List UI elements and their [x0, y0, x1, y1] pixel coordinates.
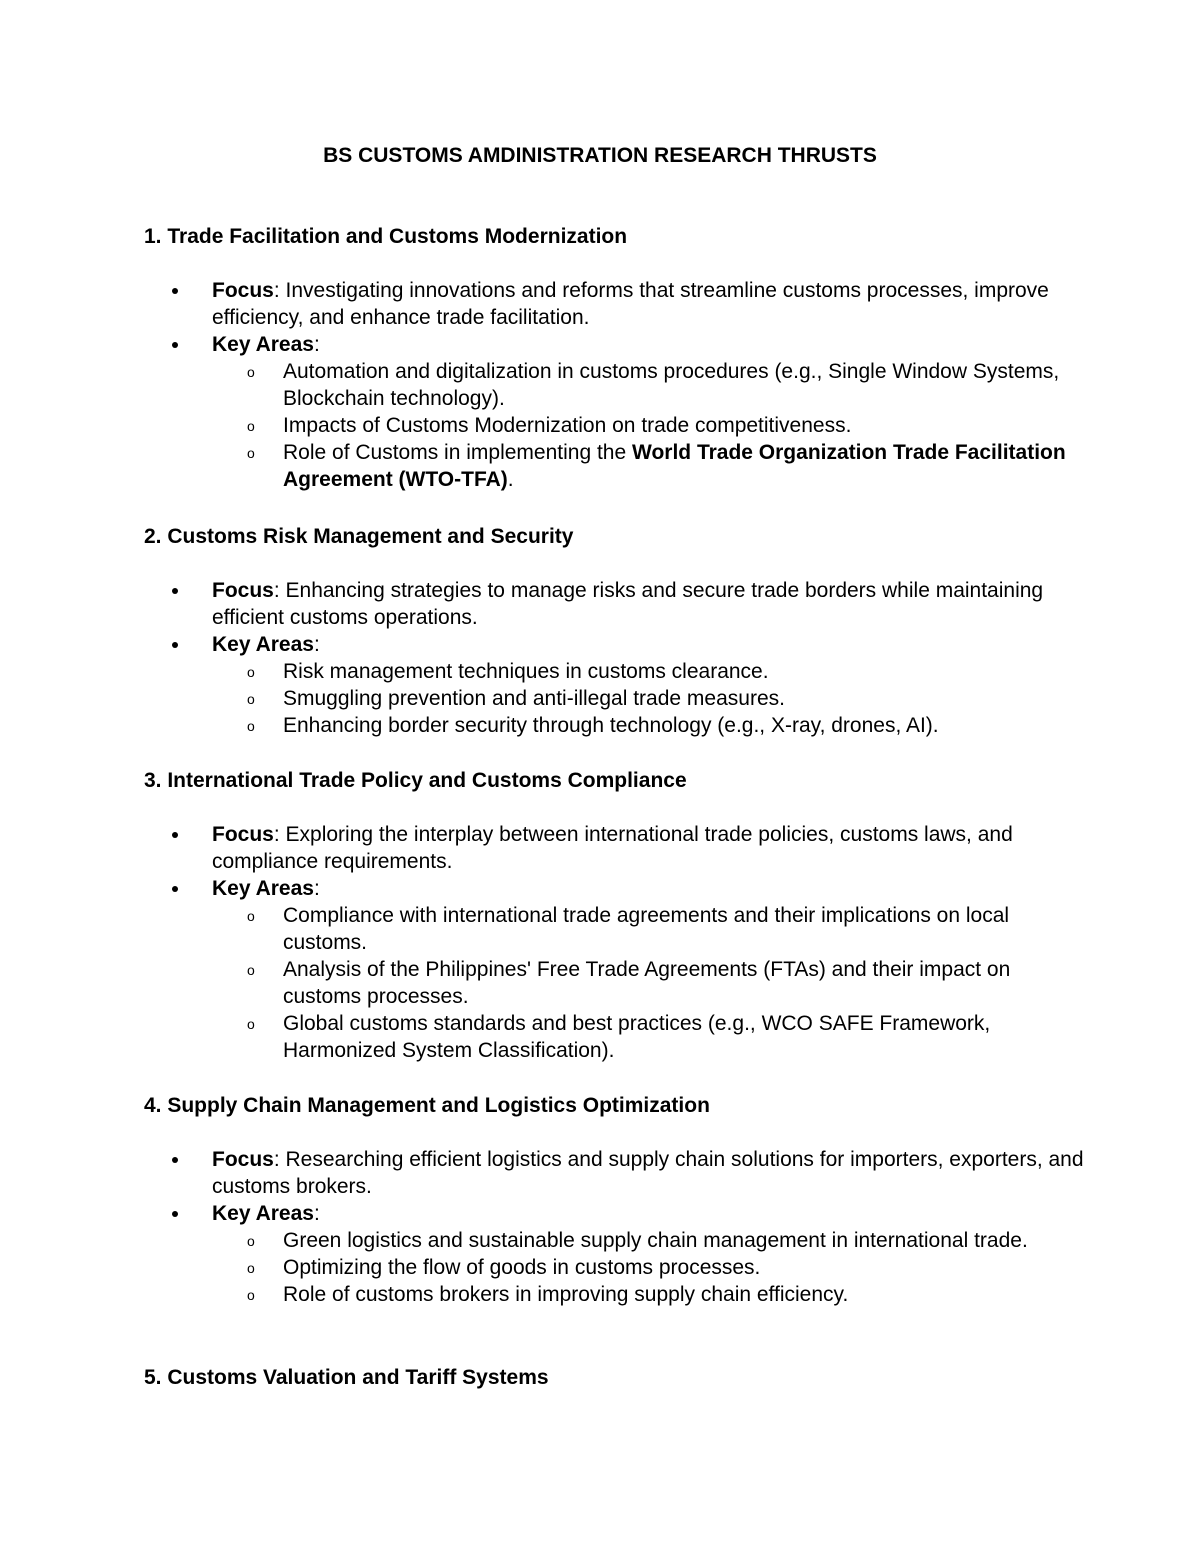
bullet-dot-icon — [172, 1211, 178, 1217]
key-areas-suffix: : — [313, 333, 320, 356]
bullet-dot-icon — [172, 588, 178, 594]
key-area-item — [212, 439, 1084, 493]
key-area-item — [212, 1281, 1084, 1308]
focus-label: Focus — [212, 1148, 274, 1171]
bullet-dot-icon — [172, 642, 178, 648]
bullet-dot-icon — [172, 832, 178, 838]
key-areas-label: Key Areas — [212, 633, 314, 656]
key-area-item — [212, 712, 1084, 739]
key-area-text: Global customs standards and best practices (e.g., WCO SAFE Framework, Harmonized System Classification). — [283, 1012, 991, 1062]
focus-bullet — [144, 277, 1084, 331]
key-areas-list — [212, 1227, 1084, 1308]
key-areas-bullet — [144, 631, 1084, 739]
bullet-dot-icon — [172, 342, 178, 348]
key-areas-label: Key Areas — [212, 333, 314, 356]
key-area-text: Compliance with international trade agreements and their implications on local customs. — [283, 904, 1010, 954]
section-heading: 3. International Trade Policy and Customs Compliance — [144, 769, 687, 792]
focus-bullet — [144, 577, 1084, 631]
key-areas-bullet — [144, 331, 1084, 493]
key-area-text: Analysis of the Philippines' Free Trade Agreements (FTAs) and their impact on customs processes. — [283, 958, 1011, 1008]
key-area-item — [212, 1010, 1084, 1064]
circle-bullet-icon: o — [247, 445, 255, 461]
key-area-text: Optimizing the flow of goods in customs processes. — [283, 1256, 761, 1279]
key-area-item — [212, 1227, 1084, 1254]
key-area-text: Green logistics and sustainable supply chain management in international trade. — [283, 1229, 1028, 1252]
section-1 — [144, 223, 1084, 493]
key-areas-suffix: : — [313, 877, 320, 900]
focus-text: : Researching efficient logistics and supply chain solutions for importers, exporters, and customs brokers. — [212, 1148, 1084, 1198]
section-heading: 2. Customs Risk Management and Security — [144, 525, 574, 548]
key-area-text: Role of customs brokers in improving supply chain efficiency. — [283, 1283, 849, 1306]
section-4 — [144, 1092, 1084, 1308]
bullet-list — [144, 577, 1084, 739]
circle-bullet-icon: o — [247, 691, 255, 707]
bullet-list — [144, 821, 1084, 1064]
key-area-tail: . — [507, 468, 514, 491]
focus-text: : Exploring the interplay between international trade policies, customs laws, and compliance requirements. — [212, 823, 1013, 873]
key-areas-suffix: : — [313, 1202, 320, 1225]
bullet-list — [144, 277, 1084, 493]
circle-bullet-icon: o — [247, 418, 255, 434]
circle-bullet-icon: o — [247, 364, 255, 380]
key-area-item — [212, 358, 1084, 412]
key-areas-list — [212, 358, 1084, 493]
key-area-text: Risk management techniques in customs clearance. — [283, 660, 769, 683]
key-areas-bullet — [144, 875, 1084, 1064]
key-area-text: Smuggling prevention and anti-illegal trade measures. — [283, 687, 785, 710]
circle-bullet-icon: o — [247, 664, 255, 680]
circle-bullet-icon: o — [247, 1260, 255, 1276]
key-area-text: Automation and digitalization in customs procedures (e.g., Single Window Systems, Blockchain technology). — [283, 360, 1060, 410]
focus-label: Focus — [212, 279, 274, 302]
circle-bullet-icon: o — [247, 718, 255, 734]
document-title: BS CUSTOMS AMDINISTRATION RESEARCH THRUSTS — [323, 144, 877, 167]
section-heading: 4. Supply Chain Management and Logistics Optimization — [144, 1094, 710, 1117]
key-areas-list — [212, 902, 1084, 1064]
key-areas-label: Key Areas — [212, 1202, 314, 1225]
focus-label: Focus — [212, 579, 274, 602]
section-heading: 1. Trade Facilitation and Customs Modernization — [144, 225, 628, 248]
key-area-item — [212, 685, 1084, 712]
key-area-item — [212, 956, 1084, 1010]
bullet-dot-icon — [172, 886, 178, 892]
key-area-text: Impacts of Customs Modernization on trade competitiveness. — [283, 414, 852, 437]
key-areas-suffix: : — [313, 633, 320, 656]
section-heading: 5. Customs Valuation and Tariff Systems — [144, 1366, 549, 1389]
focus-bullet — [144, 1146, 1084, 1200]
key-area-bold-text: World Trade Organization Trade Facilitation Agreement (WTO-TFA) — [283, 441, 1066, 491]
key-areas-list — [212, 658, 1084, 739]
key-areas-bullet — [144, 1200, 1084, 1308]
circle-bullet-icon: o — [247, 962, 255, 978]
bullet-dot-icon — [172, 1157, 178, 1163]
focus-bullet — [144, 821, 1084, 875]
section-3 — [144, 767, 1084, 1064]
section-5 — [144, 1364, 1084, 1391]
key-area-text: Enhancing border security through technology (e.g., X-ray, drones, AI). — [283, 714, 939, 737]
bullet-dot-icon — [172, 288, 178, 294]
key-area-text: Role of Customs in implementing the — [283, 441, 632, 464]
focus-text: : Investigating innovations and reforms that streamline customs processes, improve efficiency, and enhance trade facilitation. — [212, 279, 1049, 329]
key-area-item — [212, 902, 1084, 956]
key-area-item — [212, 412, 1084, 439]
focus-text: : Enhancing strategies to manage risks and secure trade borders while maintaining efficient customs operations. — [212, 579, 1044, 629]
circle-bullet-icon: o — [247, 1016, 255, 1032]
key-area-item — [212, 658, 1084, 685]
section-2 — [144, 523, 1084, 739]
bullet-list — [144, 1146, 1084, 1308]
circle-bullet-icon: o — [247, 1233, 255, 1249]
key-area-item — [212, 1254, 1084, 1281]
circle-bullet-icon: o — [247, 1287, 255, 1303]
focus-label: Focus — [212, 823, 274, 846]
circle-bullet-icon: o — [247, 908, 255, 924]
key-areas-label: Key Areas — [212, 877, 314, 900]
